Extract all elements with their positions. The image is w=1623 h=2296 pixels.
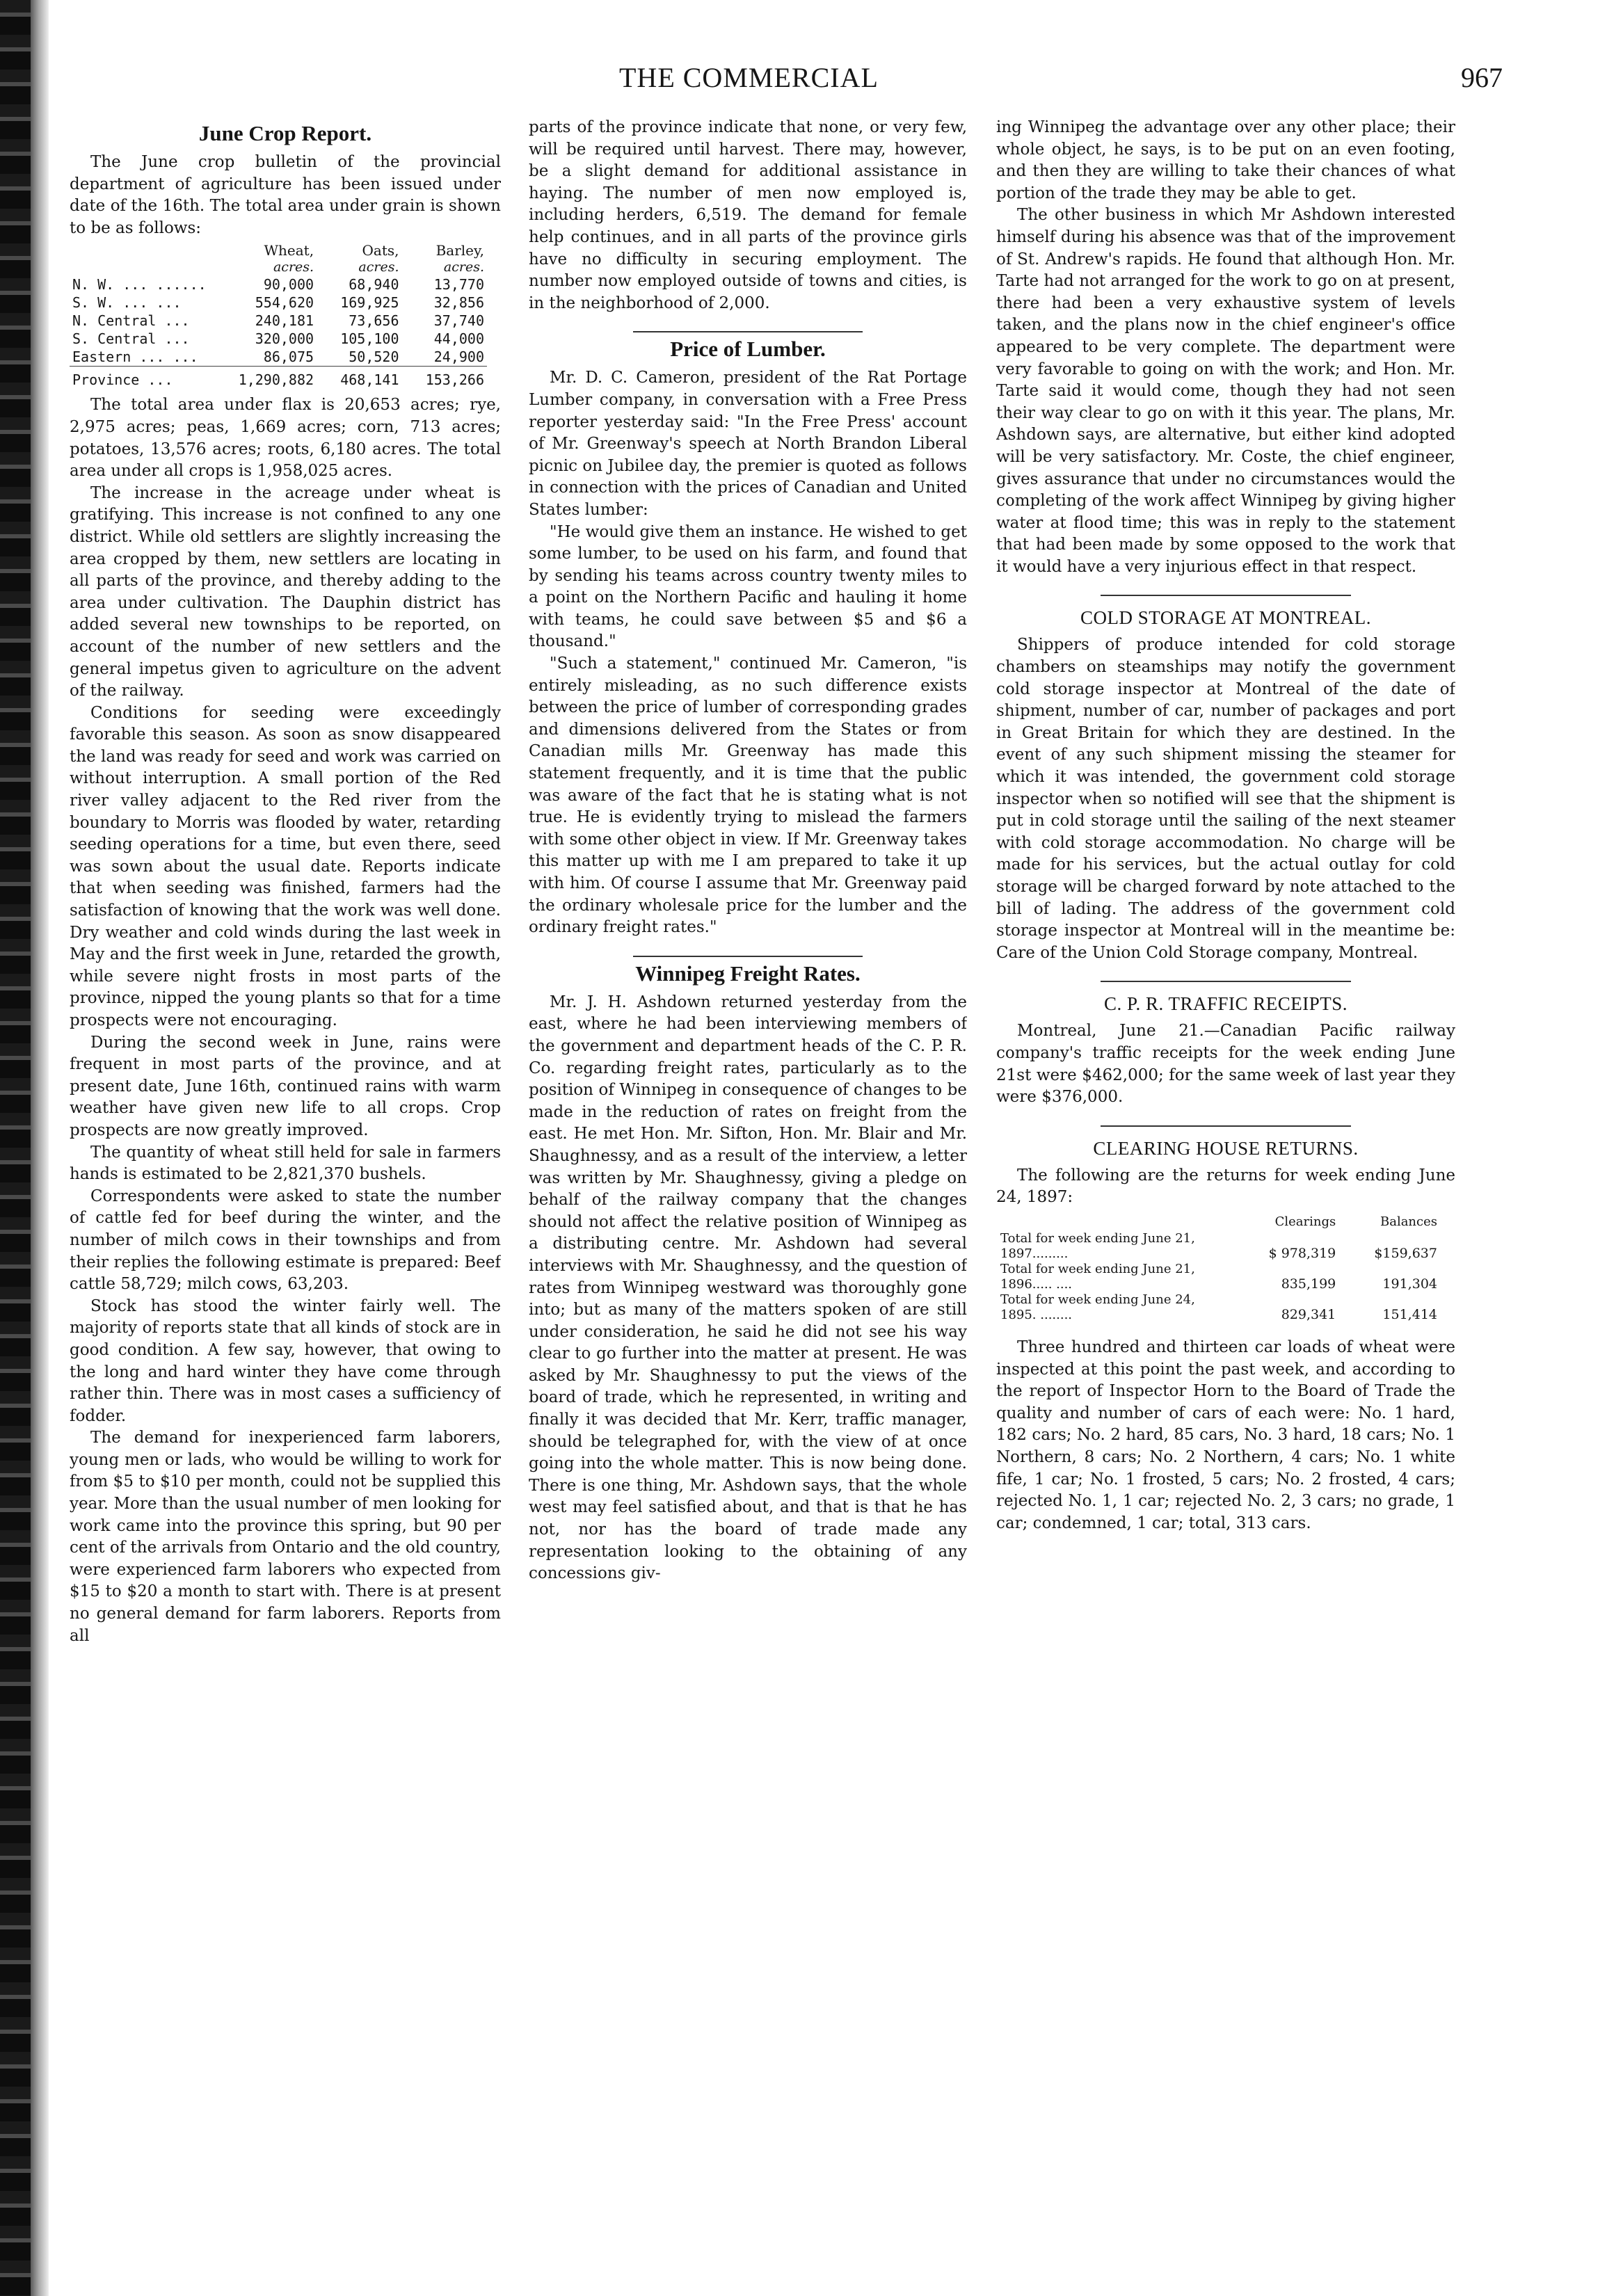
clearings-value: $ 978,319 [1268, 1245, 1336, 1261]
table-row [70, 330, 487, 348]
clearings-value: 835,199 [1281, 1276, 1336, 1292]
running-title: THE COMMERCIAL [619, 62, 879, 93]
oats-total: 468,141 [317, 367, 401, 390]
page-number: 967 [1461, 62, 1503, 93]
grain-col-0 [70, 242, 209, 259]
column-1 [70, 117, 501, 2280]
clearing-row-label: Total for week ending June 21, 1896..... .... [1000, 1261, 1195, 1292]
section-divider [1101, 1125, 1351, 1127]
cold-storage-title: COLD STORAGE AT MONTREAL. [1080, 607, 1372, 629]
oats-acres: 73,656 [349, 312, 399, 330]
binding-shadow [0, 0, 31, 2296]
barley-acres: 24,900 [433, 348, 484, 366]
clearing-row-label: Total for week ending June 24, 1895. ........ [1000, 1292, 1195, 1322]
june-crop-paragraph: The quantity of wheat still held for sale in farmers hands is estimated to be 2,821,370 bushels. [70, 1143, 501, 1184]
clearings-col-label: Clearings [1274, 1214, 1336, 1229]
clearing-header-row [996, 1213, 1441, 1231]
barley-acres: 37,740 [433, 312, 484, 330]
barley-acres: 32,856 [433, 294, 484, 312]
lumber-title: Price of Lumber. [670, 337, 826, 362]
table-row [70, 312, 487, 330]
district-name: N. Central ... [72, 312, 190, 330]
traffic-paragraph: Montreal, June 21.—Canadian Pacific railway company's traffic receipts for the week ending June 21st were $462,000; for the same week of last year they were $376,000. [996, 1022, 1455, 1107]
section-divider [1101, 981, 1351, 982]
grain-units-row [70, 259, 487, 275]
wheat-acres: 554,620 [255, 294, 314, 312]
district-name: S. W. ... ... [72, 294, 182, 312]
column-3 [996, 117, 1455, 2280]
table-row [996, 1262, 1441, 1292]
district-name: N. W. ... ...... [72, 276, 207, 294]
wheat-acres: 90,000 [263, 276, 314, 294]
cold-storage-paragraph: Shippers of produce intended for cold storage chambers on steamships may notify the government cold storage inspector at Montreal of the date of shipment, number of car, number of packages and port in Great Britain for which they are destined. In the event of any such shipment missing the steamer for which it was intended, the government cold storage inspector when so notified will see that the shipment is put in cold storage until the sailing of the next steamer with cold storage accommodation. No charge will be made for his services, but the actual outlay for cold storage will be charged forward by note attached to the bill of lading. The address of the government cold storage inspector at Montreal will in the meantime be: Care of the Union Cold Storage company, Montreal. [996, 636, 1455, 962]
oats-acres: 169,925 [340, 294, 399, 312]
oats-acres: 105,100 [340, 330, 399, 348]
district-name: Eastern ... ... [72, 348, 198, 366]
june-crop-title: June Crop Report. [198, 121, 372, 145]
june-crop-paragraph: During the second week in June, rains were frequent in most parts of the province, and at present date, June 16th, continued rains with warm weather have given new life to all crops. Crop prospects are now greatly improved. [70, 1033, 501, 1139]
freight-paragraph: Mr. J. H. Ashdown returned yesterday from the east, where he had been interviewing members of the government and department heads of the C. P. R. Co. regarding freight rates, particularly as to the position of Winnipeg in consequence of changes to be made in the reduction of rates on freight from the east. He met Hon. Mr. Sifton, Hon. Mr. Blair and Mr. Shaughnessy, and as a result of the interview, a letter was written by Mr. Shaughnessy, giving a pledge on behalf of the railway company that the changes should not affect the relative position of Winnipeg as a distributing centre. Mr. Ashdown had several interviews with Mr. Shaughnessy, and the question of rates from Winnipeg westward was thoroughly gone into; but as many of the matters spoken of are still under consideration, he said he did not see his way clear to go further into the matter at present. He was asked by Mr. Shaughnessy to put the views of the board of trade, which he represented, in writing and finally it was decided that Mr. Kerr, traffic manager, should be telegraphed for, with the view of at once going into the whole matter. This is now being done. There is one thing, Mr. Ashdown says, that the whole west may feel satisfied about, and that is that he has not, nor has the board of trade made any representation looking to the obtaining of any concessions giv- [529, 993, 967, 1583]
wheat-acres: 240,181 [255, 312, 314, 330]
barley-acres: 44,000 [433, 330, 484, 348]
clearing-intro: The following are the returns for week ending June 24, 1897: [996, 1166, 1455, 1207]
barley-acres: 13,770 [433, 276, 484, 294]
column-2 [529, 117, 967, 2280]
grain-col-barley: Barley, [435, 242, 484, 259]
section-divider [633, 956, 863, 957]
wheat-inspection-paragraph: Three hundred and thirteen car loads of wheat were inspected at this point the past week, and according to the report of Inspector Horn to the Board of Trade the quality and number of cars of each were: No. 1 hard, 182 cars; No. 2 hard, 85 cars, No. 3 hard, 18 cars; No. 1 Northern, 8 cars; No. 2 Northern, 4 cars; No. 1 white fife, 1 car; No. 1 frosted, 5 cars; No. 2 frosted, 4 cars; rejected No. 1, 1 car; rejected No. 2, 3 cars; no grade, 1 car; condemned, 1 car; total, 313 cars. [996, 1338, 1455, 1532]
table-row [70, 294, 487, 312]
grain-header-row [70, 242, 487, 259]
june-crop-paragraph: Stock has stood the winter fairly well. The majority of reports state that all kinds of stock are in good condition. A few say, however, that owing to the long and hard winter they have come through rather thin. There was in most cases a sufficiency of fodder. [70, 1296, 501, 1425]
table-row [996, 1292, 1441, 1323]
grain-unit-oats: acres. [358, 259, 399, 275]
grain-unit-0 [70, 259, 209, 275]
june-crop-intro: The June crop bulletin of the provincial department of agriculture has been issued under date of the 16th. The total area under grain is shown to be as follows: [70, 153, 501, 237]
wheat-acres: 86,075 [263, 348, 314, 366]
clearings-value: 829,341 [1281, 1306, 1336, 1322]
wheat-acres: 320,000 [255, 330, 314, 348]
june-crop-paragraph: The demand for inexperienced farm laborers, young men or lads, who would be willing to work for from $5 to $10 per month, could not be supplied this year. More than the usual number of men looking for work came into the province this spring, but 90 per cent of the arrivals from Ontario and the old country, were experienced farm laborers who expected from $15 to $20 a month to start with. There is at present no general demand for farm laborers. Reports from all [70, 1429, 501, 1645]
grain-col-oats: Oats, [362, 242, 399, 259]
oats-acres: 68,940 [349, 276, 399, 294]
clearing-title: CLEARING HOUSE RETURNS. [1093, 1137, 1359, 1159]
lumber-paragraph: Mr. D. C. Cameron, president of the Rat Portage Lumber company, in conversation with a Free Press reporter yesterday said: "In the Free Press' account of Mr. Greenway's speech at North Brandon Liberal picnic on Jubilee day, the premier is quoted as follows in connection with the prices of Canadian and United States lumber: [529, 369, 967, 519]
june-crop-paragraph: Conditions for seeding were exceedingly favorable this season. As soon as snow disappeared the land was ready for seed and work was carried on without interruption. A small portion of the Red river valley adjacent to the Red river from the boundary to Morris was flooded by water, retarding seeding operations for a time, but even there, seed was sown about the usual date. Reports indicate that when seeding was finished, farmers had the satisfaction of knowing that the work was well done. Dry weather and cold winds during the last week in May and the first week in June, retarded the growth, while severe night frosts in most parts of the province, nipped the young plants so that for a time prospects were not encouraging. [70, 703, 501, 1029]
table-row [996, 1231, 1441, 1262]
balances-value: 151,414 [1382, 1306, 1437, 1322]
freight-title: Winnipeg Freight Rates. [635, 961, 861, 986]
grain-total-row [70, 367, 487, 390]
grain-unit-wheat: acres. [273, 259, 314, 275]
province-label: Province ... [70, 367, 209, 390]
clearing-row-label: Total for week ending June 21, 1897......... [1000, 1230, 1195, 1261]
traffic-title: C. P. R. TRAFFIC RECEIPTS. [1103, 993, 1348, 1015]
june-crop-continued: parts of the province indicate that none, or very few, will be required until harvest. There may, however, be a slight demand for additional assistance in haying. The number of men now employed is, including herders, 6,519. The demand for female help continues, and in all parts of the province girls have no difficulty in securing employment. The number now employed outside of towns and cities, is in the neighborhood of 2,000. [529, 118, 967, 312]
lumber-paragraph: "Such a statement," continued Mr. Cameron, "is entirely misleading, as no such difference exists between the price of lumber of corresponding grades and dimensions delivered from the States or from Canadian mills Mr. Greenway has made this statement frequently, and it is time that the public was aware of the fact that he is stating what is not true. He is evidently trying to mislead the farmers with some other object in view. If Mr. Greenway takes this matter up with me I am prepared to take it up with him. Of course I assume that Mr. Greenway paid the ordinary wholesale price for the lumber and the ordinary freight rates." [529, 655, 967, 937]
lumber-paragraph: "He would give them an instance. He wished to get some lumber, to be used on his farm, and found that by sending his teams across country twenty miles to a point on the Northern Pacific and hauling it home with teams, he could save between $5 and $6 a thousand." [529, 522, 967, 651]
oats-acres: 50,520 [349, 348, 399, 366]
binding-edge [31, 0, 49, 2296]
table-row [70, 275, 487, 294]
district-name: S. Central ... [72, 330, 190, 348]
balances-col-label: Balances [1380, 1214, 1437, 1229]
june-crop-paragraph: The increase in the acreage under wheat is gratifying. This increase is not confined to any one district. While old settlers are slightly increasing the area cropped by them, new settlers are locating in all parts of the province, and thereby adding to the area under cultivation. The Dauphin district has added several new townships to be reported, on account of the number of new settlers and the general impetus given to agriculture on the advent of the railway. [70, 483, 501, 700]
section-divider [1101, 595, 1351, 596]
grain-col-wheat: Wheat, [264, 242, 314, 259]
table-row [70, 348, 487, 367]
freight-continued: ing Winnipeg the advantage over any other place; their whole object, he says, is to be put on an even footing, and then they are willing to take their chances of what portion of the trade they may be able to get. [996, 118, 1455, 202]
balances-value: 191,304 [1382, 1276, 1437, 1292]
section-divider [633, 331, 863, 332]
grain-unit-barley: acres. [443, 259, 484, 275]
wheat-total: 1,290,882 [209, 367, 317, 390]
balances-value: $159,637 [1374, 1245, 1437, 1261]
grain-area-table [70, 242, 487, 389]
june-crop-paragraph: Correspondents were asked to state the number of cattle fed for beef during the winter, and the number of milch cows in their townships and from their replies the following estimate is prepared: Beef cattle 58,729; milch cows, 63,203. [70, 1187, 501, 1294]
page-header [111, 61, 1503, 104]
clearing-table [996, 1213, 1441, 1323]
barley-total: 153,266 [402, 367, 487, 390]
freight-continued: The other business in which Mr Ashdown interested himself during his absence was that of the improvement of St. Andrew's rapids. He found that although Hon. Mr. Tarte had not arranged for the work to go on at present, there had been a very exhaustive system of levels taken, and the plans now in the chief engineer's office appeared to be very complete. The department were very favorable to going on with the work; and Hon. Mr. Tarte said it would come, though they had not seen their way clear to go on with it this year. The plans, Mr. Ashdown says, are alternative, but either kind adopted will be very satisfactory. Mr. Coste, the chief engineer, gives assurance that under no circumstances would the completing of the work affect Winnipeg by giving higher water at flood time; this was in reply to the statement that had been made by some opposed to the work that it would have a very injurious effect in that respect. [996, 206, 1455, 576]
june-crop-paragraph: The total area under flax is 20,653 acres; rye, 2,975 acres; peas, 1,669 acres; corn, 713 acres; potatoes, 13,576 acres; roots, 6,180 acres. The total area under all crops is 1,958,025 acres. [70, 396, 501, 481]
